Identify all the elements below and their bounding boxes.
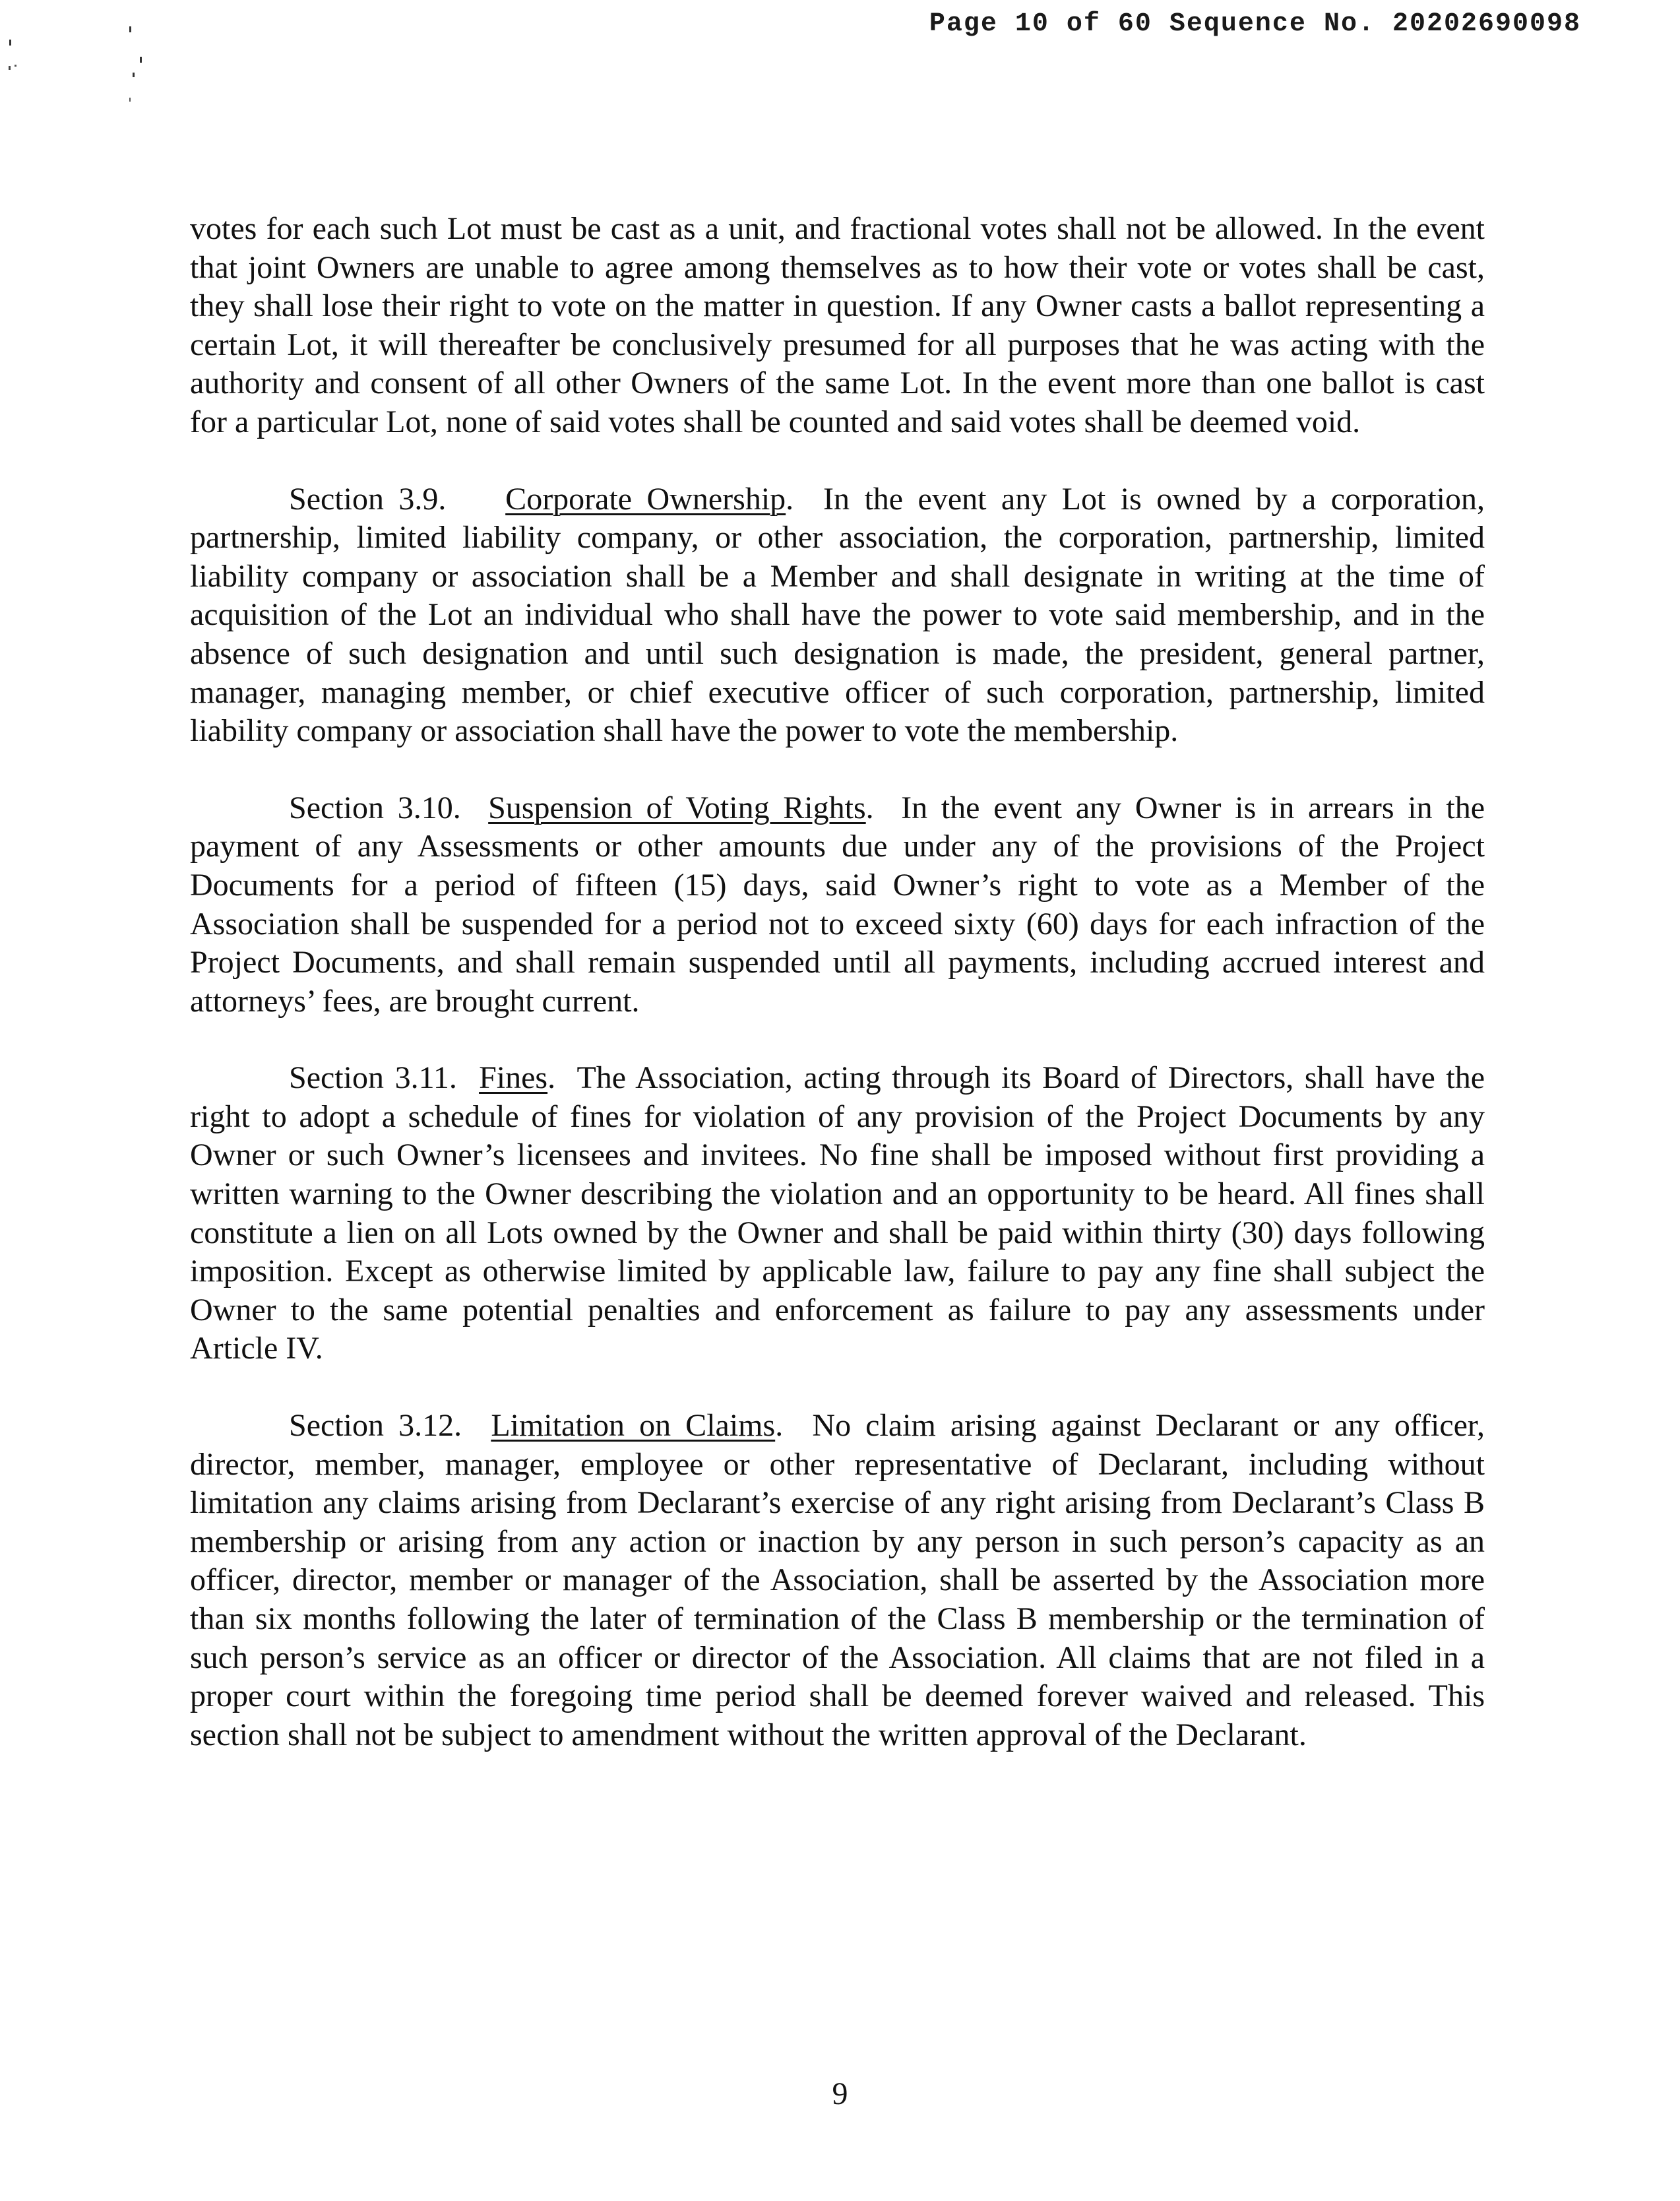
section-number: Section 3.9. <box>289 481 447 517</box>
section-title: Corporate Ownership <box>505 481 786 517</box>
section-text: In the event any Lot is owned by a corporation, partnership, limited liability company, or other association, the corporation, partnership, limited liability company or association shall be a Member and shall designate in writing at the time of acquisition of the Lot an individual who shall have the power to vote said membership, and in the absence of such designation and until such designation is made, the president, general partner, manager, managing member, or chief executive officer of such corporation, partnership, limited liability company or association shall have the power to vote the membership. <box>190 481 1485 749</box>
section-3-10: Section 3.10. Suspension of Voting Rights. In the event any Owner is in arrears in the payment of any Assessments or other amounts due under any of the provisions of the Project Documents for a period of fifteen (15) days, said Owner’s right to vote as a Member of the Association shall be suspended for a period not to exceed sixty (60) days for each infraction of the Project Documents, and shall remain suspended until all payments, including accrued interest and attorneys’ fees, are brought current. <box>190 790 1485 1019</box>
header-sequence-label: Sequence No. 20202690098 <box>1169 9 1581 39</box>
section-title: Limitation on Claims <box>491 1408 776 1444</box>
section-text: The Association, acting through its Board of Directors, shall have the right to adopt a schedule of fines for violation of any provision of the Project Documents by any Owner or such Owner’s licensees and invitees. No fine shall be imposed without first providing a written warning to the Owner describing the violation and an opportunity to be heard. All fines shall constitute a lien on all Lots owned by the Owner and shall be paid within thirty (30) days following imposition. Except as otherwise limited by applicable law, failure to pay any fine shall subject the Owner to the same potential penalties and enforcement as failure to pay any assessments under Article IV. <box>190 1060 1485 1366</box>
continuation-paragraph: votes for each such Lot must be cast as a unit, and fractional votes shall not be allowed. In the event that joint Owners are unable to agree among themselves as to how their vote or votes shall be cast, they shall lose their right to vote on the matter in question. If any Owner casts a ballot representing a certain Lot, it will thereafter be conclusively presumed for all purposes that he was acting with the authority and consent of all other Owners of the same Lot. In the event more than one ballot is cast for a particular Lot, none of said votes shall be counted and said votes shall be deemed void. <box>190 211 1485 439</box>
section-title: Suspension of Voting Rights <box>488 790 866 825</box>
section-3-9: Section 3.9. Corporate Ownership. In the event any Lot is owned by a corporation, partnership, limited liability company, or other association, the corporation, partnership, limited liability company or association shall be a Member and shall designate in writing at the time of acquisition of the Lot an individual who shall have the power to vote said membership, and in the absence of such designation and until such designation is made, the president, general partner, manager, managing member, or chief executive officer of such corporation, partnership, limited liability company or association shall have the power to vote the membership. <box>190 481 1485 749</box>
section-text: No claim arising against Declarant or any officer, director, member, manager, employee or other representative of Declarant, including without limitation any claims arising from Declarant’s exercise of any right arising from Declarant’s Class B membership or arising from any action or inaction by any person in such person’s capacity as an officer, director, member or manager of the Association, shall be asserted by the Association more than six months following the later of termination of the Class B membership or the termination of such person’s service as an officer or director of the Association. All claims that are not filed in a proper court within the foregoing time period shall be deemed forever waived and released. This section shall not be subject to amendment without the written approval of the Declarant. <box>190 1408 1485 1752</box>
section-number: Section 3.11. <box>289 1060 457 1096</box>
header-page-label: Page 10 of 60 <box>929 9 1152 39</box>
page-header <box>929 9 1581 39</box>
page-number: 9 <box>832 2076 848 2111</box>
section-3-11: Section 3.11. Fines. The Association, acting through its Board of Directors, shall have the right to adopt a schedule of fines for violation of any provision of the Project Documents by any Owner or such Owner’s licensees and invitees. No fine shall be imposed without first providing a written warning to the Owner describing the violation and an opportunity to be heard. All fines shall constitute a lien on all Lots owned by the Owner and shall be paid within thirty (30) days following imposition. Except as otherwise limited by applicable law, failure to pay any fine shall subject the Owner to the same potential penalties and enforcement as failure to pay any assessments under Article IV. <box>190 1060 1485 1366</box>
section-number: Section 3.12. <box>289 1408 462 1444</box>
section-text: In the event any Owner is in arrears in the payment of any Assessments or other amounts due under any of the provisions of the Project Documents for a period of fifteen (15) days, said Owner’s right to vote as a Member of the Association shall be suspended for a period not to exceed sixty (60) days for each infraction of the Project Documents, and shall remain suspended until all payments, including accrued interest and attorneys’ fees, are brought current. <box>190 790 1485 1019</box>
scan-speck-marks <box>0 0 198 132</box>
section-title: Fines <box>479 1060 548 1096</box>
section-number: Section 3.10. <box>289 790 461 825</box>
document-body <box>190 210 1485 1793</box>
section-3-12: Section 3.12. Limitation on Claims. No claim arising against Declarant or any officer, director, member, manager, employee or other representative of Declarant, including without limitation any claims arising from Declarant’s exercise of any right arising from Declarant’s Class B membership or arising from any action or inaction by any person in such person’s capacity as an officer, director, member or manager of the Association, shall be asserted by the Association more than six months following the later of termination of the Class B membership or the termination of such person’s service as an officer or director of the Association. All claims that are not filed in a proper court within the foregoing time period shall be deemed forever waived and released. This section shall not be subject to amendment without the written approval of the Declarant. <box>190 1408 1485 1752</box>
